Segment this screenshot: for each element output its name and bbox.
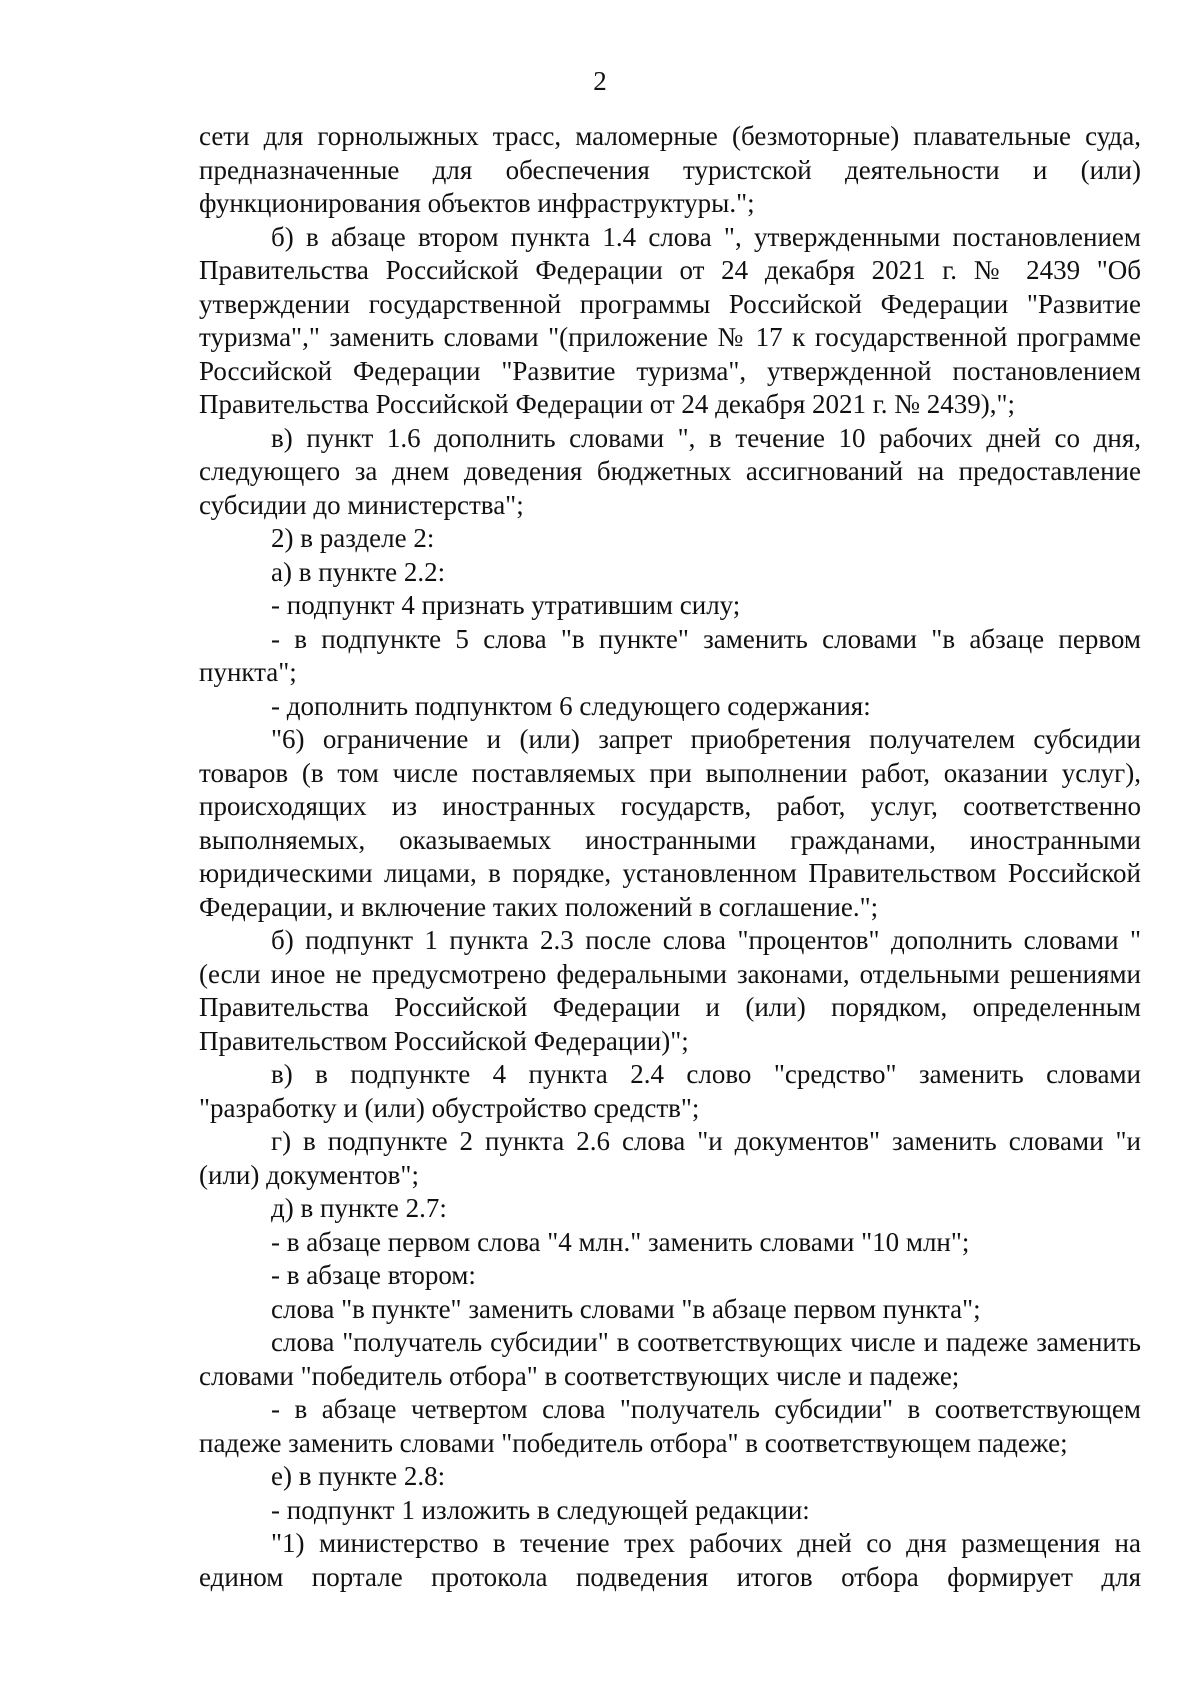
- paragraph: е) в пункте 2.8:: [271, 1461, 446, 1491]
- paragraph: слова "в пункте" заменить словами "в абзаце первом пункта";: [271, 1293, 981, 1324]
- paragraph: - в абзаце втором:: [271, 1260, 476, 1290]
- paragraph: - дополнить подпунктом 6 следующего содержания:: [271, 690, 871, 721]
- paragraph: - подпункт 4 признать утратившим силу;: [271, 590, 741, 620]
- paragraph: "6) ограничение и (или) запрет приобретения получателем субсидии товаров (в том числе поставляемых при выполнении работ, оказании услуг), происходящих из иностранных государств, работ, услуг, соответственно выполняемых, оказываемых иностранными гражданами, иностранными юридическими лицами, в порядке, установленном Правительством Российской Федерации, и включение таких положений в соглашение.";: [199, 724, 1141, 922]
- paragraph: - в абзаце первом слова "4 млн." заменить словами "10 млн";: [271, 1226, 970, 1257]
- paragraph: слова "получатель субсидии" в соответствующих числе и падеже заменить словами "победитель отбора" в соответствующих числе и падеже;: [199, 1327, 1141, 1391]
- paragraph: в) в подпункте 4 пункта 2.4 слово "средство" заменить словами "разработку и (или) обустройство средств";: [199, 1059, 1141, 1123]
- paragraph: 2) в разделе 2:: [271, 523, 435, 553]
- paragraph: сети для горнолыжных трасс, маломерные (безмоторные) плавательные суда, предназначенные для обеспечения туристской деятельности и (или) функционирования объектов инфраструктуры.";: [199, 121, 1141, 218]
- paragraph: в) пункт 1.6 дополнить словами ", в течение 10 рабочих дней со дня, следующего за днем доведения бюджетных ассигнований на предоставление субсидии до министерства";: [199, 422, 1141, 520]
- page-number: 2: [593, 66, 607, 96]
- paragraph: б) подпункт 1 пункта 2.3 после слова "процентов" дополнить словами "(если иное не предусмотрено федеральными законами, отдельными решениями Правительства Российской Федерации и (или) порядком, определенным Правительством Российской Федерации)";: [199, 925, 1141, 1056]
- paragraph: г) в подпункте 2 пункта 2.6 слова "и документов" заменить словами "и (или) документов";: [199, 1126, 1141, 1190]
- document-body: [199, 120, 1141, 1594]
- paragraph: - в подпункте 5 слова "в пункте" заменить словами "в абзаце первом пункта";: [199, 623, 1141, 687]
- paragraph: д) в пункте 2.7:: [271, 1193, 447, 1223]
- paragraph: "1) министерство в течение трех рабочих дней со дня размещения на едином портале протокола подведения итогов отбора формирует для: [199, 1528, 1141, 1592]
- paragraph: б) в абзаце втором пункта 1.4 слова ", утвержденными постановлением Правительства Российской Федерации от 24 декабря 2021 г. № 2439 "Об утверждении государственной программы Российской Федерации "Развитие туризма"," заменить словами "(приложение № 17 к государственной программе Российской Федерации "Развитие туризма", утвержденной постановлением Правительства Российской Федерации от 24 декабря 2021 г. № 2439),";: [199, 221, 1141, 419]
- paragraph: - в абзаце четвертом слова "получатель субсидии" в соответствующем падеже заменить словами "победитель отбора" в соответствующем падеже;: [199, 1394, 1141, 1458]
- paragraph: а) в пункте 2.2:: [271, 556, 446, 587]
- paragraph: - подпункт 1 изложить в следующей редакции:: [271, 1494, 810, 1525]
